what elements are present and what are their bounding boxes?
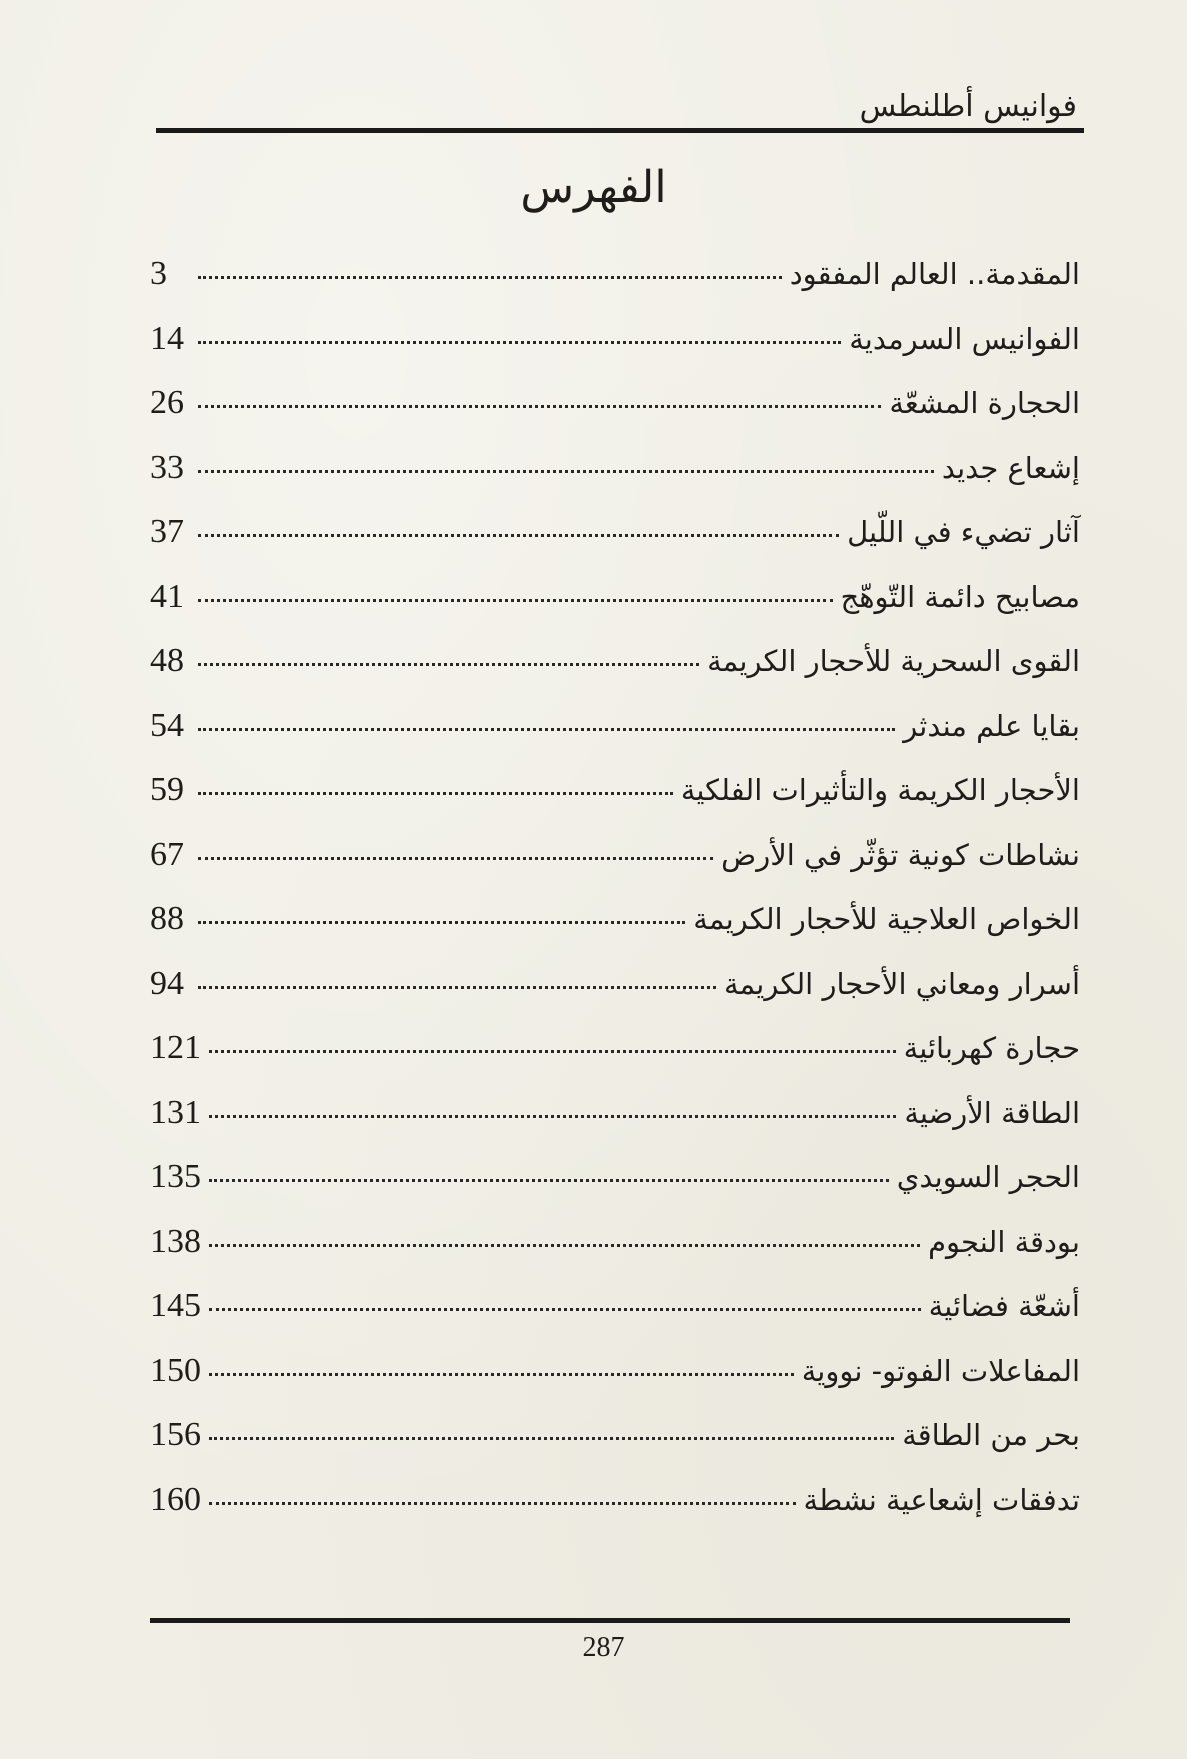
toc-entry (150, 1352, 1080, 1417)
toc-entry-page: 14 (150, 319, 184, 357)
dot-leader (209, 1308, 921, 1311)
toc-entry (150, 1158, 1080, 1223)
toc-entry (150, 513, 1080, 578)
dot-leader (198, 534, 839, 537)
dot-leader (198, 276, 782, 279)
footer-rule (150, 1618, 1070, 1623)
toc-entry-page: 135 (150, 1158, 201, 1195)
dot-leader (198, 921, 685, 924)
toc-entry-page: 156 (150, 1416, 201, 1453)
toc-entry-page: 131 (150, 1093, 201, 1131)
toc-entry (150, 578, 1080, 643)
toc-entry-page: 37 (150, 513, 184, 550)
toc-entry (150, 836, 1080, 901)
dot-leader (198, 792, 673, 795)
dot-leader (198, 599, 833, 602)
toc-entry-page: 67 (150, 835, 184, 873)
toc-entry-page: 48 (150, 642, 184, 679)
toc-entry (150, 320, 1080, 385)
toc-entry-title: الطاقة الأرضية (904, 1095, 1080, 1130)
dot-leader (209, 1050, 896, 1053)
toc-entry-title: نشاطات كونية تؤثّر في الأرض (721, 837, 1080, 872)
dot-leader (209, 1437, 894, 1440)
toc-title: الفهرس (520, 162, 667, 213)
toc-entry-title: الفوانيس السرمدية (849, 321, 1080, 356)
toc-entry-page: 88 (150, 900, 184, 937)
toc-entry-page: 150 (150, 1351, 201, 1389)
toc-entry-page: 26 (150, 384, 184, 421)
toc-entry (150, 771, 1080, 836)
toc-entry-page: 121 (150, 1029, 201, 1066)
toc-list (150, 255, 1080, 1545)
toc-entry-title: الأحجار الكريمة والتأثيرات الفلكية (680, 773, 1080, 807)
toc-entry (150, 1287, 1080, 1352)
toc-entry (150, 1223, 1080, 1288)
toc-entry-title: المقدمة.. العالم المفقود (789, 257, 1080, 291)
toc-entry (150, 1416, 1080, 1481)
toc-entry (150, 449, 1080, 514)
dot-leader (198, 663, 699, 666)
toc-entry (150, 965, 1080, 1030)
dot-leader (198, 470, 934, 473)
toc-entry (150, 255, 1080, 320)
toc-entry-title: الحجر السويدي (896, 1160, 1080, 1194)
toc-entry-title: إشعاع جديد (941, 450, 1080, 485)
page-number: 287 (582, 1632, 625, 1663)
toc-entry-title: آثار تضيء في اللّيل (847, 515, 1080, 549)
toc-entry (150, 1094, 1080, 1159)
toc-entry-title: بحر من الطاقة (902, 1418, 1080, 1452)
toc-entry-title: أشعّة فضائية (928, 1289, 1080, 1323)
dot-leader (198, 405, 881, 408)
running-header-title: فوانيس أطلنطس (859, 89, 1077, 124)
toc-entry-page: 54 (150, 706, 184, 744)
toc-entry-title: الحجارة المشعّة (889, 386, 1080, 420)
dot-leader (209, 1373, 794, 1376)
toc-entry-title: الخواص العلاجية للأحجار الكريمة (693, 902, 1080, 936)
dot-leader (198, 341, 841, 344)
toc-entry (150, 900, 1080, 965)
dot-leader (198, 986, 716, 989)
toc-entry (150, 707, 1080, 772)
toc-entry-title: تدفقات إشعاعية نشطة (803, 1482, 1080, 1517)
toc-entry-title: أسرار ومعاني الأحجار الكريمة (723, 966, 1080, 1001)
toc-entry-title: بودقة النجوم (928, 1224, 1080, 1259)
toc-entry-page: 160 (150, 1480, 201, 1518)
toc-entry-title: حجارة كهربائية (903, 1031, 1080, 1065)
toc-entry-page: 94 (150, 964, 184, 1002)
toc-entry-title: القوى السحرية للأحجار الكريمة (707, 644, 1080, 678)
toc-entry-page: 145 (150, 1287, 201, 1324)
toc-entry-page: 41 (150, 577, 184, 615)
toc-entry (150, 384, 1080, 449)
dot-leader (209, 1502, 796, 1505)
toc-entry-title: المفاعلات الفوتو- نووية (801, 1353, 1080, 1388)
toc-entry-page: 59 (150, 771, 184, 808)
toc-entry-page: 3 (150, 255, 167, 292)
toc-entry (150, 1029, 1080, 1094)
header-rule (156, 128, 1084, 133)
toc-entry-title: بقايا علم مندثر (903, 708, 1080, 743)
dot-leader (198, 728, 895, 731)
toc-entry-page: 138 (150, 1222, 201, 1260)
toc-entry (150, 642, 1080, 707)
dot-leader (209, 1115, 896, 1118)
toc-entry-title: مصابيح دائمة التّوهّج (840, 579, 1080, 614)
toc-entry-page: 33 (150, 448, 184, 486)
dot-leader (209, 1179, 889, 1182)
dot-leader (209, 1244, 920, 1247)
dot-leader (198, 857, 713, 860)
toc-entry (150, 1481, 1080, 1546)
